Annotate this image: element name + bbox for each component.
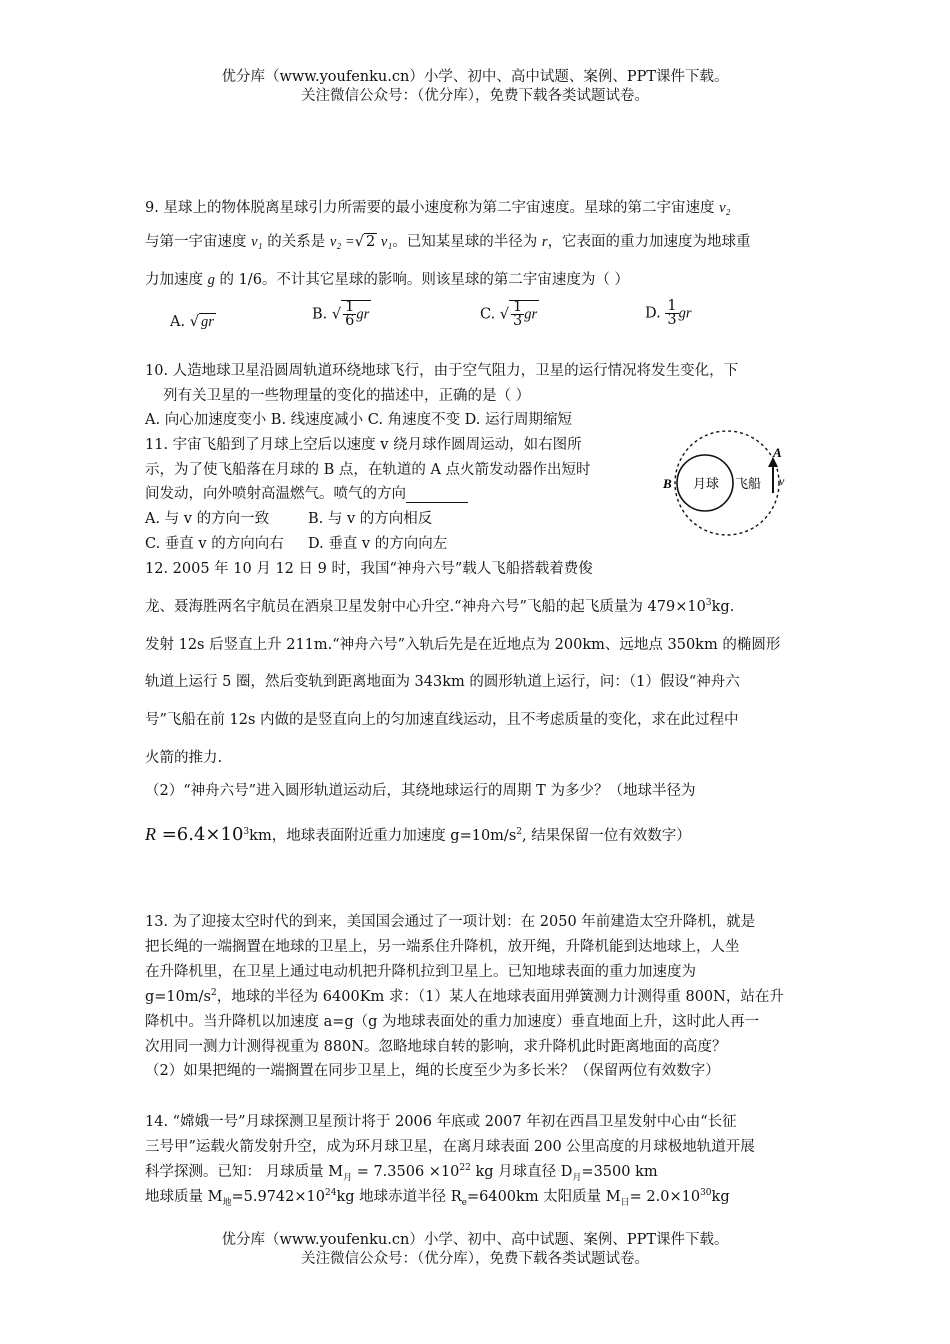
q11-option-d: D. 垂直 v 的方向向左 [308,536,448,552]
q13-line-1: 13. 为了迎接太空时代的到来，美国国会通过了一项计划：在 2050 年前建造太空升降机，就是 [145,914,756,930]
q9-line-2: 与第一宇宙速度 v₁ 的关系是 v₂ =√ 2 v₁。已知某星球的半径为 r，它表面的重力加速度为地球重 [145,234,751,250]
q13-line-4: $g=10m/s^2$，地球的半径为 6400Km 求：（1）某人在地球表面用弹簧测力计测得重 800N，站在升 [145,988,784,1005]
q14-line-4: 地球质量 $M_地=5.9742\times 10^{24}kg$ 地球赤道半径 $R_e=6400km$ 太阳质量 $M_日= 2.0\times 10^{30}kg$ [145,1188,730,1208]
q10-options: A. 向心加速度变小 B. 线速度减小 C. 角速度不变 D. 运行周期缩短 [145,412,573,428]
q13-line-6: 次用同一测力计测得视重为 880N。忽略地球自转的影响，求升降机此时距离地面的高度？ [145,1039,727,1055]
q13-line-3: 在升降机里，在卫星上通过电动机把升降机拉到卫星上。已知地球表面的重力加速度为 [145,964,696,980]
q11-option-b: B. 与 v 的方向相反 [308,511,433,527]
orbit-circle [675,431,779,535]
footer-line-1: 优分库（www.youfenku.cn）小学、初中、高中试题、案例、PPT课件下载。 [221,1232,729,1248]
q12-line-1: 12. 2005 年 10 月 12 日 9 时，我国“神舟六号”载人飞船搭载着费俊 [145,561,593,577]
q12-line-7: （2）“神舟六号”进入圆形轨道运动后，其绕地球运行的周期 T 为多少？（地球半径为 [145,783,696,799]
point-a-label: A [773,445,782,460]
ship-label: 飞船 [735,477,762,492]
q12-line-6: 火箭的推力. [145,750,223,766]
q10-line-1: 10. 人造地球卫星沿圆周轨道环绕地球飞行，由于空气阻力，卫星的运行情况将发生变化，下 [145,363,739,379]
q12-line-8: $R =6.4\times 10^3km$，地球表面附近重力加速度 $g=10m/s^2$, 结果保留一位有效数字） [145,824,691,845]
q10-line-2: 列有关卫星的一些物理量的变化的描述中，正确的是（ ） [163,388,531,404]
q9-option-b: B. √ $\frac{1}{6}$ gr [312,299,370,329]
q9-option-a: A. √ gr [170,314,214,330]
q11-line-1: 11. 宇宙飞船到了月球上空后以速度 v 绕月球作圆周运动，如右图所 [145,437,582,453]
q14-line-2: 三号甲”运载火箭发射升空，成为环月球卫星，在离月球表面 200 公里高度的月球极地轨道开展 [145,1139,755,1155]
q13-line-5: 降机中。当升降机以加速度 a=g（g 为地球表面处的重力加速度）垂直地面上升，这时此人再一 [145,1014,760,1030]
q11-line-2: 示，为了使飞船落在月球的 B 点，在轨道的 A 点火箭发动器作出短时 [145,462,591,478]
q13-line-2: 把长绳的一端搁置在地球的卫星上，另一端系住升降机，放开绳，升降机能到达地球上，人坐 [145,939,740,955]
footer-line-2: 关注微信公众号：（优分库），免费下载各类试题试卷。 [301,1251,649,1267]
q14-line-3: 科学探测。已知： 月球质量 $M_月 = 7.3506 \times 10^{22}$ kg 月球直径 $D_月=3500$ km [145,1163,658,1183]
q14-line-1: 14. “嫦娥一号”月球探测卫星预计将于 2006 年底或 2007 年初在西昌卫星发射中心由“长征 [145,1114,737,1130]
q12-line-5: 号”飞船在前 12s 内做的是竖直向上的匀加速直线运动，且不考虑质量的变化，求在此过程中 [145,712,739,728]
q9-line-1: 9. 星球上的物体脱离星球引力所需要的最小速度称为第二宇宙速度。星球的第二宇宙速度 v₂ [145,200,731,216]
q11-option-a: A. 与 v 的方向一致 [145,511,270,527]
q9-line-3: 力加速度 g 的 1/6。不计其它星球的影响。则该星球的第二宇宙速度为（ ） [145,272,630,288]
header-line-1: 优分库（www.youfenku.cn）小学、初中、高中试题、案例、PPT课件下载。 [221,69,729,85]
velocity-label: v [779,474,785,488]
q9-option-d: D. $\frac{1}{3}$ gr [645,298,692,328]
point-b-label: B [663,476,672,491]
q12-line-3: 发射 12s 后竖直上升 211m.“神舟六号”入轨后先是在近地点为 200km、远地点 350km 的椭圆形 [145,637,781,653]
q12-line-2: 龙、聂海胜两名宇航员在酒泉卫星发射中心升空.“神舟六号”飞船的起飞质量为 $479\times 10^3kg$. [145,598,735,615]
q11-line-3: 间发动，向外喷射高温燃气。喷气的方向 [145,482,468,503]
q13-line-7: （2）如果把绳的一端搁置在同步卫星上，绳的长度至少为多长米？（保留两位有效数字） [145,1063,720,1079]
moon-label: 月球 [693,477,720,492]
q11-option-c: C. 垂直 v 的方向向右 [145,536,284,552]
q9-option-c: C. √ $\frac{1}{3}$ gr [480,299,538,329]
q12-line-4: 轨道上运行 5 圈，然后变轨到距离地面为 343km 的圆形轨道上运行，问：（1）假设“神舟六 [145,674,740,690]
q11-orbit-figure [655,425,805,545]
header-line-2: 关注微信公众号：（优分库），免费下载各类试题试卷。 [301,88,649,104]
